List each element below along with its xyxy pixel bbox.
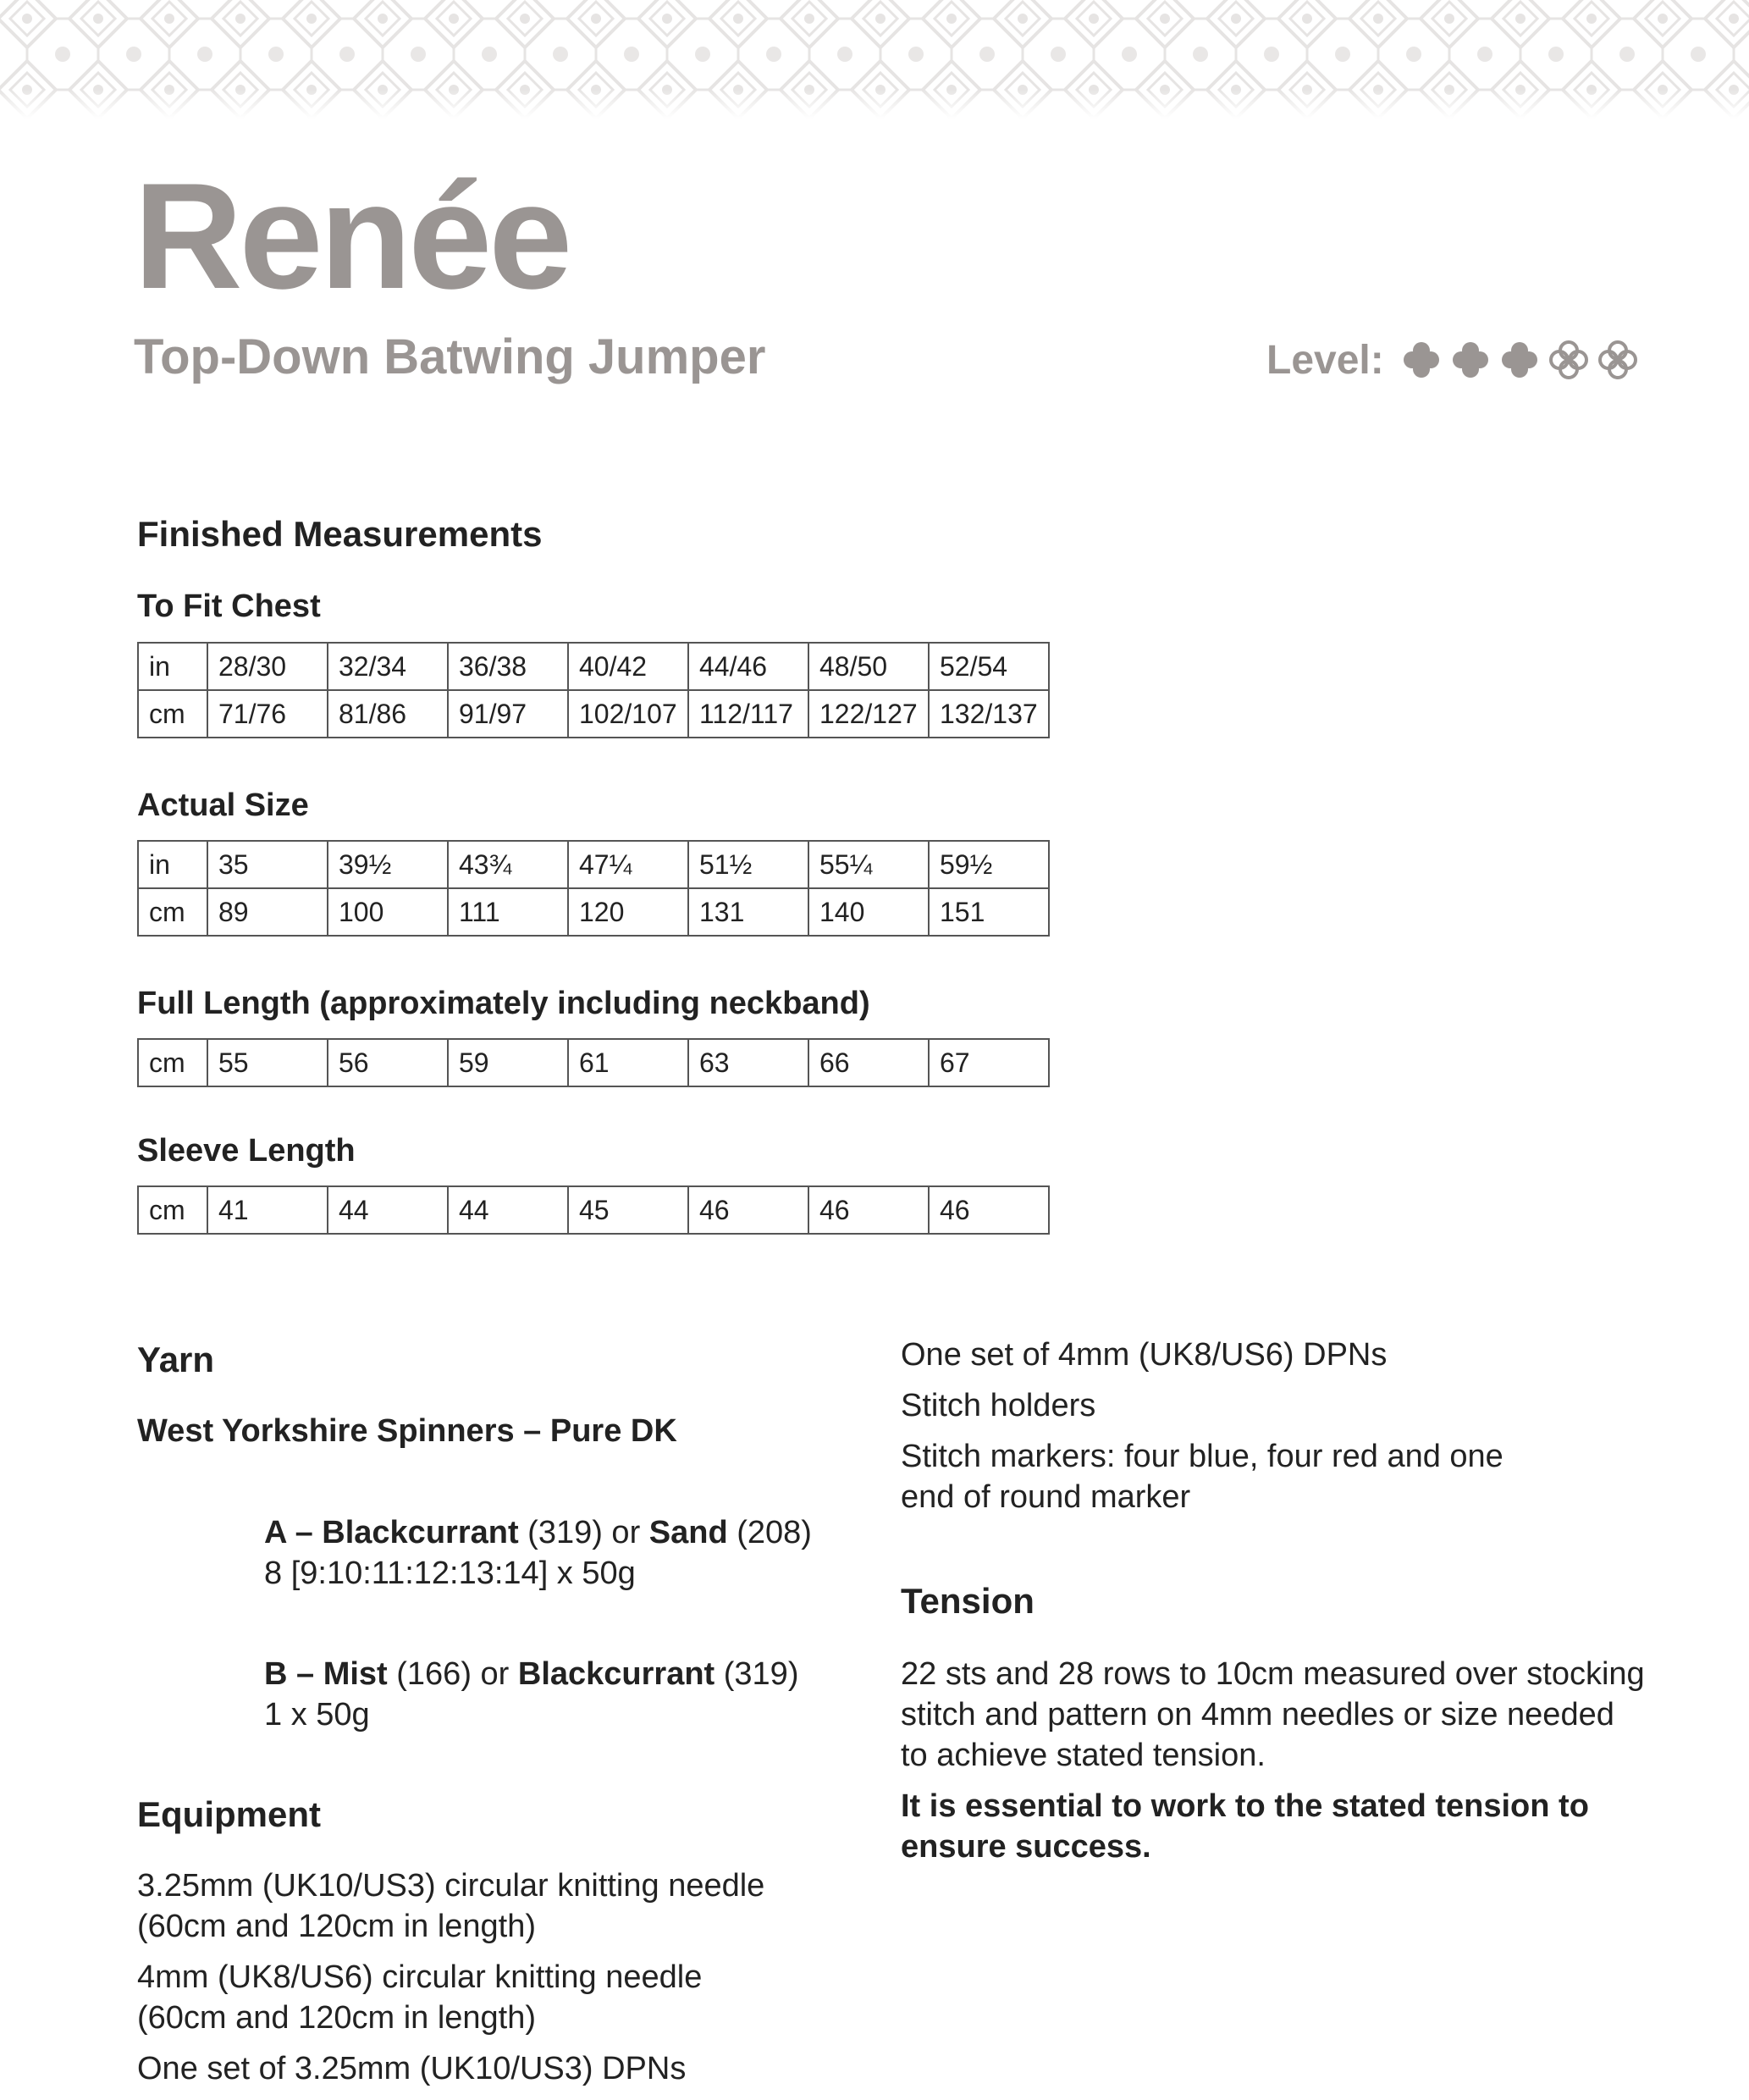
yarn-a-colour-1: Blackcurrant <box>322 1515 519 1550</box>
size-cell: 28/30 <box>207 643 328 690</box>
size-cell: 111 <box>448 888 568 936</box>
size-cell: 51½ <box>688 841 808 888</box>
size-cell: 67 <box>929 1039 1049 1086</box>
tension-emphasis-line: It is essential to work to the stated tension to <box>901 1788 1589 1824</box>
equipment-item-line: (60cm and 120cm in length) <box>137 1909 537 1944</box>
sleeve-length-table <box>137 1185 1050 1235</box>
finished-measurements-heading: Finished Measurements <box>137 514 543 554</box>
level-filled-icon <box>1450 340 1491 380</box>
equipment-item <box>901 1335 1663 1375</box>
table-row <box>138 841 1049 888</box>
equipment-item <box>137 1957 814 2038</box>
size-cell: 89 <box>207 888 328 936</box>
header-pattern <box>0 0 1749 119</box>
size-cell: 59½ <box>929 841 1049 888</box>
full-length-table <box>137 1038 1050 1087</box>
yarn-b-colour-2: Blackcurrant <box>517 1656 715 1692</box>
equipment-item <box>137 1865 814 1947</box>
table-row <box>138 690 1049 738</box>
equipment-item <box>901 1385 1663 1426</box>
level-rating <box>1401 340 1638 380</box>
size-cell: 122/127 <box>808 690 929 738</box>
unit-cell: cm <box>138 1039 207 1086</box>
actual-size-table <box>137 840 1050 937</box>
size-cell: 66 <box>808 1039 929 1086</box>
size-cell: 131 <box>688 888 808 936</box>
yarn-a-code-2: (208) <box>727 1515 812 1550</box>
unit-cell: cm <box>138 1186 207 1234</box>
pattern-subtitle: Top-Down Batwing Jumper <box>134 329 766 384</box>
to-fit-chest-table <box>137 642 1050 738</box>
to-fit-chest-heading: To Fit Chest <box>137 589 321 624</box>
table-row <box>138 643 1049 690</box>
size-cell: 81/86 <box>328 690 448 738</box>
pattern-title: Renée <box>134 152 570 320</box>
yarn-b-code-2: (319) <box>714 1656 799 1692</box>
size-cell: 39½ <box>328 841 448 888</box>
size-cell: 32/34 <box>328 643 448 690</box>
equipment-item-line: Stitch holders <box>901 1388 1096 1423</box>
equipment-item-line: 3.25mm (UK10/US3) circular knitting needle <box>137 1868 765 1904</box>
size-cell: 45 <box>568 1186 688 1234</box>
tension-body <box>901 1654 1663 1867</box>
yarn-a-colour-2: Sand <box>648 1515 728 1550</box>
yarn-brand: West Yorkshire Spinners – Pure DK <box>137 1413 677 1449</box>
unit-cell: cm <box>138 690 207 738</box>
size-cell: 44 <box>328 1186 448 1234</box>
size-cell: 44/46 <box>688 643 808 690</box>
unit-cell: in <box>138 643 207 690</box>
size-cell: 47¼ <box>568 841 688 888</box>
size-cell: 55 <box>207 1039 328 1086</box>
equipment-item-line: One set of 3.25mm (UK10/US3) DPNs <box>137 2051 687 2086</box>
yarn-a-quantity: 8 [9:10:11:12:13:14] x 50g <box>264 1556 636 1591</box>
size-cell: 48/50 <box>808 643 929 690</box>
size-cell: 100 <box>328 888 448 936</box>
size-cell: 52/54 <box>929 643 1049 690</box>
equipment-item-line: end of round marker <box>901 1479 1191 1515</box>
size-cell: 112/117 <box>688 690 808 738</box>
yarn-b-colour-1: Mist <box>323 1656 388 1692</box>
yarn-a <box>264 1512 812 1594</box>
level-label: Level: <box>1266 337 1384 383</box>
table-row <box>138 1186 1049 1234</box>
size-cell: 36/38 <box>448 643 568 690</box>
table-row <box>138 1039 1049 1086</box>
yarn-heading: Yarn <box>137 1340 215 1379</box>
equipment-list-left <box>137 1865 814 2099</box>
size-cell: 59 <box>448 1039 568 1086</box>
tension-line: 22 sts and 28 rows to 10cm measured over stocking <box>901 1656 1645 1692</box>
tension-line: stitch and pattern on 4mm needles or size needed <box>901 1697 1614 1732</box>
sleeve-length-heading: Sleeve Length <box>137 1133 356 1169</box>
size-cell: 40/42 <box>568 643 688 690</box>
tension-emphasis-line: ensure success. <box>901 1829 1151 1865</box>
equipment-list-right <box>901 1335 1663 1528</box>
yarn-b <box>264 1654 798 1735</box>
tension-line: to achieve stated tension. <box>901 1738 1266 1773</box>
yarn-a-prefix: A – <box>264 1515 323 1550</box>
size-cell: 91/97 <box>448 690 568 738</box>
level-empty-icon <box>1548 340 1589 380</box>
equipment-item-line: Stitch markers: four blue, four red and one <box>901 1439 1503 1474</box>
equipment-item-line: (60cm and 120cm in length) <box>137 2000 537 2036</box>
size-cell: 61 <box>568 1039 688 1086</box>
equipment-heading: Equipment <box>137 1794 321 1834</box>
size-cell: 140 <box>808 888 929 936</box>
level-filled-icon <box>1401 340 1442 380</box>
yarn-a-code-1: (319) or <box>518 1515 649 1550</box>
size-cell: 151 <box>929 888 1049 936</box>
size-cell: 46 <box>808 1186 929 1234</box>
equipment-item <box>901 1436 1663 1517</box>
actual-size-heading: Actual Size <box>137 788 309 823</box>
size-cell: 43¾ <box>448 841 568 888</box>
unit-cell: in <box>138 841 207 888</box>
size-cell: 55¼ <box>808 841 929 888</box>
size-cell: 56 <box>328 1039 448 1086</box>
size-cell: 102/107 <box>568 690 688 738</box>
size-cell: 35 <box>207 841 328 888</box>
size-cell: 120 <box>568 888 688 936</box>
yarn-b-code-1: (166) or <box>387 1656 518 1692</box>
unit-cell: cm <box>138 888 207 936</box>
full-length-heading: Full Length (approximately including neckband) <box>137 986 870 1021</box>
table-row <box>138 888 1049 936</box>
difficulty-level <box>1266 334 1638 385</box>
size-cell: 46 <box>929 1186 1049 1234</box>
tension-heading: Tension <box>901 1581 1035 1621</box>
level-empty-icon <box>1597 340 1638 380</box>
yarn-b-quantity: 1 x 50g <box>264 1697 370 1732</box>
size-cell: 132/137 <box>929 690 1049 738</box>
size-cell: 63 <box>688 1039 808 1086</box>
yarn-b-prefix: B – <box>264 1656 323 1692</box>
size-cell: 44 <box>448 1186 568 1234</box>
size-cell: 71/76 <box>207 690 328 738</box>
level-filled-icon <box>1499 340 1540 380</box>
size-cell: 46 <box>688 1186 808 1234</box>
equipment-item-line: 4mm (UK8/US6) circular knitting needle <box>137 1959 703 1995</box>
equipment-item <box>137 2048 814 2089</box>
equipment-item-line: One set of 4mm (UK8/US6) DPNs <box>901 1337 1388 1373</box>
size-cell: 41 <box>207 1186 328 1234</box>
